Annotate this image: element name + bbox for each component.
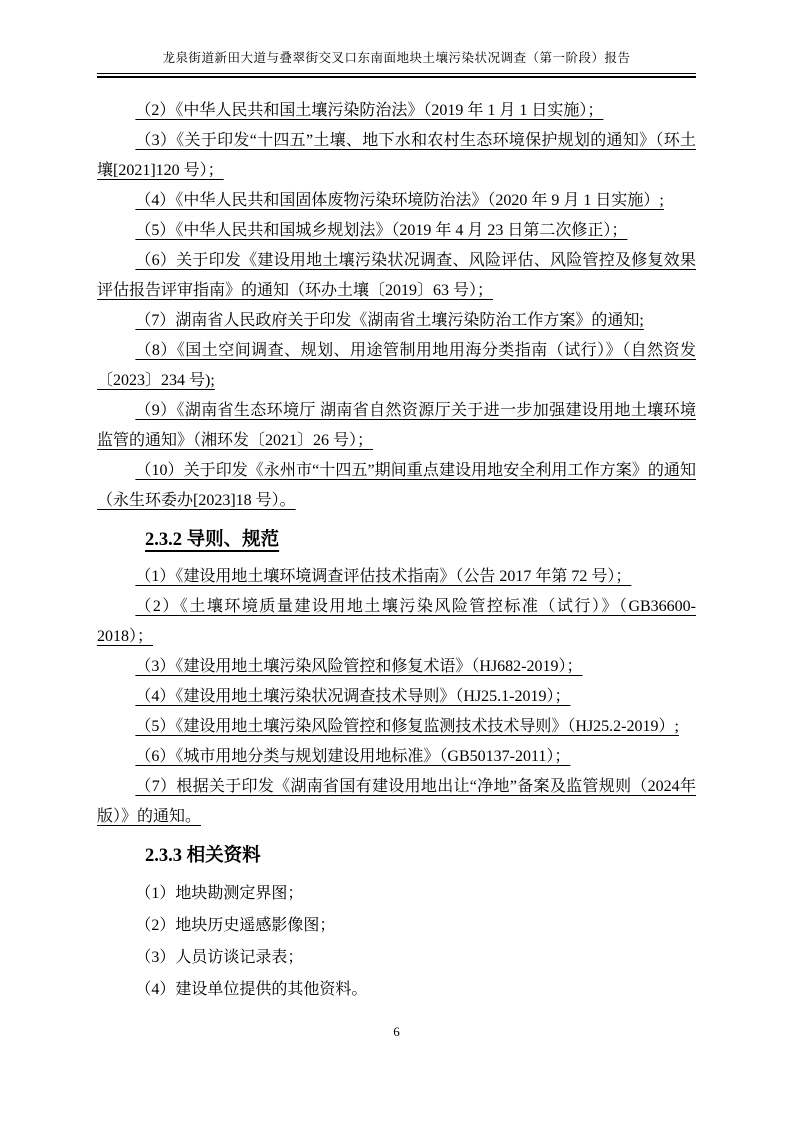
- law-item-4: （4）《中华人民共和国固体废物污染环境防治法》（2020 年 9 月 1 日实施）;: [135, 192, 664, 209]
- section-heading-2-3-2: 2.3.2 导则、规范: [145, 530, 280, 550]
- standard-item-5: （5）《建设用地土壤污染风险管控和修复监测技术技术导则》（HJ25.2-2019）;: [135, 718, 679, 735]
- law-item-3: （3）《关于印发“十四五”土壤、地下水和农村生态环境保护规划的通知》（环土壤[2021]120 号）；: [97, 132, 696, 179]
- law-item-8: （8）《国土空间调查、规划、用途管制用地用海分类指南（试行）》（自然资发〔2023〕234 号);: [97, 342, 696, 389]
- material-item-1: （1）地块勘测定界图；: [135, 885, 304, 902]
- law-item-2: （2）《中华人民共和国土壤污染防治法》（2019 年 1 月 1 日实施）；: [135, 102, 604, 119]
- page-body: [97, 96, 696, 1006]
- material-item-3: （3）人员访谈记录表；: [135, 949, 304, 966]
- standard-item-7: （7）根据关于印发《湖南省国有建设用地出让“净地”备案及监管规则（2024年版）》的通知。: [97, 778, 696, 825]
- law-item-6: （6）关于印发《建设用地土壤污染状况调查、风险评估、风险管控及修复效果评估报告评审指南》的通知（环办土壤〔2019〕63 号）；: [97, 252, 696, 299]
- header-rule: [97, 73, 696, 78]
- running-header-title: 龙泉街道新田大道与叠翠街交叉口东南面地块土壤污染状况调查（第一阶段）报告: [162, 51, 631, 65]
- law-item-10: （10）关于印发《永州市“十四五”期间重点建设用地安全利用工作方案》的通知（永生环委办[2023]18 号）。: [97, 462, 696, 509]
- law-item-7: （7）湖南省人民政府关于印发《湖南省土壤污染防治工作方案》的通知;: [135, 312, 644, 329]
- page-number: 6: [393, 1024, 400, 1039]
- standard-item-1: （1）《建设用地土壤环境调查评估技术指南》（公告 2017 年第 72 号）；: [135, 568, 632, 585]
- page-header: [97, 50, 696, 78]
- standard-item-3: （3）《建设用地土壤污染风险管控和修复术语》（HJ682-2019）；: [135, 658, 583, 675]
- standard-item-4: （4）《建设用地土壤污染状况调查技术导则》（HJ25.1-2019）；: [135, 688, 571, 705]
- material-item-4: （4）建设单位提供的其他资料。: [135, 981, 368, 998]
- law-item-9: （9）《湖南省生态环境厅 湖南省自然资源厅关于进一步加强建设用地土壤环境监管的通知》（湘环发〔2021〕26 号）；: [97, 402, 696, 449]
- standard-item-2: （2）《土壤环境质量建设用地土壤污染风险管控标准（试行）》（GB36600-2018）；: [97, 598, 696, 645]
- standards-list: [97, 562, 696, 832]
- materials-list: [97, 878, 696, 1006]
- law-item-5: （5）《中华人民共和国城乡规划法》（2019 年 4 月 23 日第二次修正）；: [135, 222, 628, 239]
- material-item-2: （2）地块历史遥感影像图；: [135, 917, 336, 934]
- standard-item-6: （6）《城市用地分类与规划建设用地标准》（GB50137-2011）；: [135, 748, 571, 765]
- legal-basis-list: [97, 96, 696, 516]
- section-heading-2-3-3: 2.3.3 相关资料: [145, 846, 261, 866]
